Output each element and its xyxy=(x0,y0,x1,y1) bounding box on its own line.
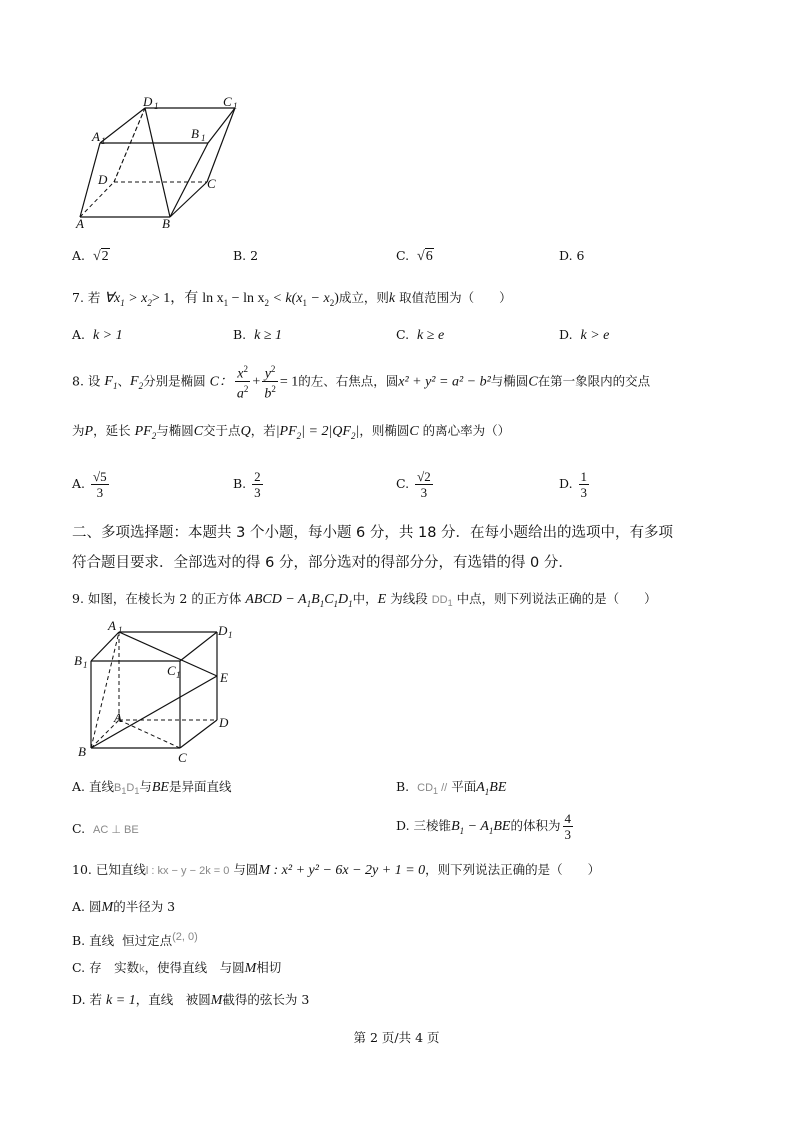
sub-D1: 1 xyxy=(228,630,233,640)
q10-option-c: C. 存 实数k，使得直线 与圆M相切 xyxy=(72,960,282,976)
page-footer: 第 2 页/共 4 页 xyxy=(353,1030,440,1045)
q10-option-a: A. 圆M的半径为 3 xyxy=(72,899,176,915)
label-D1: D xyxy=(143,94,153,109)
q8-stem-line2: 为P，延长 $PF_2$与椭圆C交于点Q，若$|PF_2| = 2|QF_2|$，则椭圆C 的离心率为（） xyxy=(72,423,511,441)
q6-a-value: 2 xyxy=(101,249,109,264)
q8-option-c: C. $\frac{√2}{3}$ xyxy=(396,469,431,500)
q8-option-b: B. $\frac{2}{3}$ xyxy=(233,469,261,500)
q7-option-b: B. k ≥ 1 xyxy=(233,327,283,343)
section-2-heading-line2: 符合题目要求．全部选对的得 6 分，部分选对的得部分分，有选错的得 0 分． xyxy=(72,555,573,571)
q6-option-b: B. 2 xyxy=(233,248,259,263)
label-D: D xyxy=(98,172,108,187)
q9-option-a: A. 直线$B_1D_1$与BE是异面直线 xyxy=(72,779,232,797)
q7-option-d: D. k > e xyxy=(559,327,610,343)
parallelepiped-figure xyxy=(70,92,250,232)
q9-option-c: C. AC ⊥ BE xyxy=(72,821,139,836)
q6-c-value: 6 xyxy=(425,249,433,264)
label-A: A xyxy=(114,710,122,725)
label-B1: B xyxy=(191,126,199,141)
label-B: B xyxy=(162,216,170,231)
q9-option-b: B. $CD_1$ // 平面$A_1BE$ xyxy=(396,779,507,797)
q8-stem-line1: 8. 设 $F_1$、$F_2$分别是椭圆 C： $\frac{x^2}{a^2}$ + $\frac{y^2}{b^2}$ = 1的左、右焦点，圆x² + y² = a² − b²与椭圆C在第一象限内的交点 xyxy=(72,364,651,402)
q9-option-d: D. 三棱锥$B_1 - A_1BE$的体积为 $\frac{4}{3}$ xyxy=(396,811,571,842)
label-C: C xyxy=(178,750,187,765)
cube-figure xyxy=(74,616,244,766)
q9-stem: 9. 如图，在棱长为 2 的正方体 ABCD − $A_1B_1C_1D_1$中，E 为线段 $DD_1$ 中点，则下列说法正确的是（ ） xyxy=(72,591,657,609)
label-C: C xyxy=(207,176,216,191)
label-E: E xyxy=(220,670,228,685)
sub-B1: 1 xyxy=(83,660,88,670)
sub-C1: 1 xyxy=(176,670,181,680)
label-D: D xyxy=(219,715,229,730)
q6-option-c: C. √6 xyxy=(396,248,433,264)
q10-option-d: D. 若 k = 1，直线 被圆M截得的弦长为 3 xyxy=(72,992,310,1008)
label-A1: A xyxy=(108,618,116,633)
label-A: A xyxy=(76,216,84,231)
label-C1: C xyxy=(223,94,232,109)
q10-stem: 10. 已知直线l : kx − y − 2k = 0 与圆M : x² + y² − 6x − 2y + 1 = 0，则下列说法正确的是（ ） xyxy=(72,862,601,878)
label-D1: D xyxy=(218,623,228,638)
q7-stem: 7. 若 $\forall x_1 > x_2> 1$，有 $\ln x_1 - \ln x_2 < k(x_1 - x_2)$成立，则k 取值范围为（ ） xyxy=(72,290,512,308)
sub-C1: 1 xyxy=(233,101,238,111)
label-B1: B xyxy=(74,653,82,668)
q6-option-a: A. √2 xyxy=(72,248,109,264)
sub-D1: 1 xyxy=(154,101,159,111)
q7-option-c: C. k ≥ e xyxy=(396,327,445,343)
sub-A1: 1 xyxy=(118,625,123,635)
q6-b-value: 2 xyxy=(250,248,259,263)
label-C1: C xyxy=(167,663,176,678)
section-2-heading-line1: 二、多项选择题：本题共 3 个小题，每小题 6 分，共 18 分．在每小题给出的选项中，有多项 xyxy=(72,525,674,541)
q6-d-value: 6 xyxy=(576,248,585,263)
q8-option-d: D. $\frac{1}{3}$ xyxy=(559,469,588,500)
q7-option-a: A. k > 1 xyxy=(72,327,123,343)
label-B: B xyxy=(78,744,86,759)
q8-option-a: A. $\frac{√5}{3}$ xyxy=(72,469,107,500)
label-A1: A xyxy=(92,129,100,144)
sub-B1: 1 xyxy=(201,133,206,143)
q6-option-d: D. 6 xyxy=(559,248,585,263)
q10-option-b: B. 直线 恒过定点(2, 0) xyxy=(72,931,198,949)
sub-A1: 1 xyxy=(101,136,106,146)
